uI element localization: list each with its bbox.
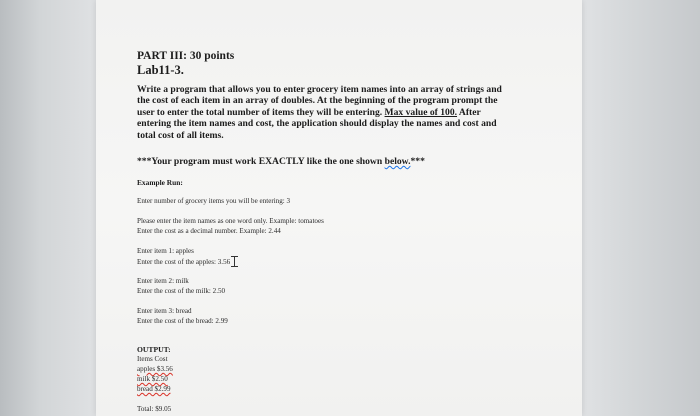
run-line: Enter the cost as a decimal number. Example: 2.44 bbox=[137, 227, 281, 235]
exact-note-misspelled: below. bbox=[384, 156, 411, 167]
instructions-text-1: Write a program that allows you to enter grocery item names into an array of strings and the cost of each item in an array of doubles. At the beginning of the program prompt the user to enter the total number of items they will be entering. bbox=[137, 84, 502, 118]
output-row: bread $2.99 bbox=[137, 385, 171, 393]
document-page bbox=[96, 0, 582, 416]
run-line: Enter the cost of the bread: 2.99 bbox=[137, 317, 228, 325]
exact-note-before: ***Your program must work EXACTLY like the one shown bbox=[137, 156, 385, 167]
run-line: Enter item 2: milk bbox=[137, 277, 189, 285]
run-line: Enter item 1: apples bbox=[137, 247, 194, 255]
run-line: Please enter the item names as one word only. Example: tomatoes bbox=[137, 217, 324, 225]
run-line-text: Enter the cost of the apples: 3.56 bbox=[137, 258, 231, 266]
run-line: Enter the cost of the milk: 2.50 bbox=[137, 287, 226, 295]
output-row: milk $2.50 bbox=[137, 375, 168, 383]
exact-note-after: *** bbox=[410, 156, 425, 167]
output-row: apples $3.56 bbox=[137, 365, 173, 373]
example-heading: Example Run: bbox=[137, 178, 183, 187]
exact-note bbox=[137, 156, 425, 167]
run-line: Enter number of grocery items you will be entering: 3 bbox=[137, 197, 291, 205]
lab-title: Lab11-3. bbox=[137, 63, 184, 77]
output-columns: Items Cost bbox=[137, 355, 168, 363]
run-line: Enter item 3: bread bbox=[137, 307, 192, 315]
part-heading: PART III: 30 points bbox=[137, 50, 235, 62]
output-heading: OUTPUT: bbox=[137, 345, 171, 354]
instructions-paragraph bbox=[137, 84, 507, 141]
instructions-underlined: Max value of 100. bbox=[384, 106, 458, 118]
run-line bbox=[137, 256, 241, 267]
text-cursor-icon bbox=[234, 256, 241, 267]
instructions-text-2: After entering the item names and cost, the application should display the names and cost and total cost of all items. bbox=[137, 106, 497, 141]
total-line: Total: $9.05 bbox=[137, 405, 172, 413]
